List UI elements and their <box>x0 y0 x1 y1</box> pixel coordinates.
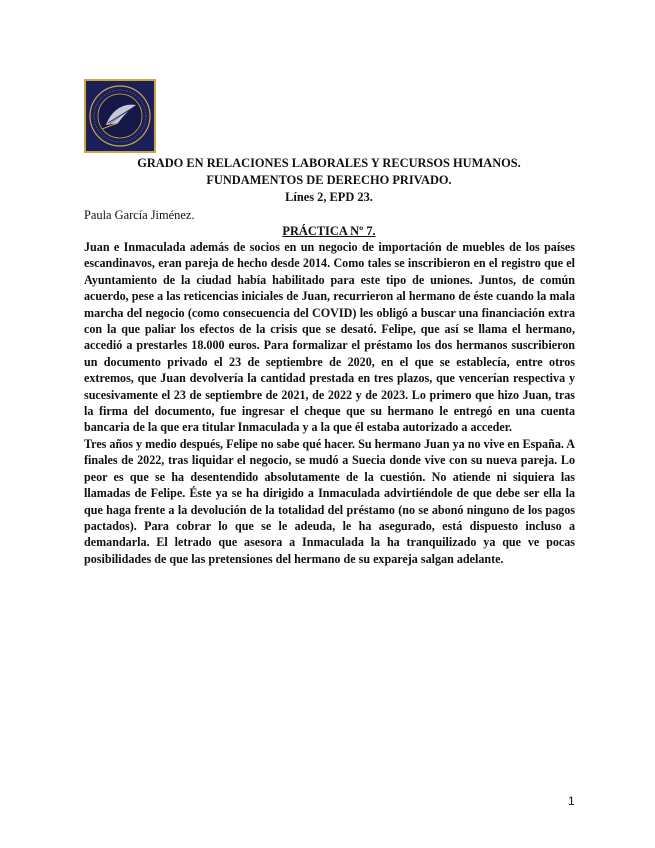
practice-title-text: PRÁCTICA Nº 7. <box>282 224 376 238</box>
university-logo <box>84 79 156 153</box>
degree-title: GRADO EN RELACIONES LABORALES Y RECURSOS HUMANOS. <box>137 156 521 170</box>
university-seal-icon <box>84 79 156 153</box>
paragraph: Juan e Inmaculada además de socios en un negocio de importación de muebles de los países escandinavos, eran pareja de hecho desde 2014. Como tales se inscribieron en el registro que el Ayuntamiento de la ciudad había habilitado para este tipo de uniones. Juntos, de común acuerdo, pese a las reticencias iniciales de Juan, recurrieron al hermano de éste cuando la mala marcha del negocio (como consecuencia del COVID) les obligó a buscar una financiación extra con la que paliar los efectos de la crisis que se desató. Felipe, que así se llama el hermano, accedió a prestarles 18.000 euros. Para formalizar el préstamo los dos hermanos suscribieron un documento privado el 23 de septiembre de 2020, en el que se establecía, entre otros extremos, que Juan devolvería la cantidad prestada en tres plazos, que vencerían respectiva y sucesivamente el 23 de septiembre de 2021, de 2022 y de 2023. Lo primero que hizo Juan, tras la firma del documento, fue ingresar el cheque que su hermano le entregó en una cuenta bancaria de la que era titular Inmaculada y a la que él estaba autorizado a acceder. <box>84 240 575 435</box>
practice-statement <box>84 239 575 567</box>
paragraph: Tres años y medio después, Felipe no sabe qué hacer. Su hermano Juan ya no vive en España. A finales de 2022, tras liquidar el negocio, se mudó a Suecia donde vive con su nueva pareja. Lo peor es que se ha desentendido absolutamente de la cuestión. No atiende ni siquiera las llamadas de Felipe. Éste ya se ha dirigido a Inmaculada advirtiéndole de que debe ser ella la que haga frente a la devolución de la totalidad del préstamo (no se abonó ninguno de los pagos pactados). Para cobrar lo que se le adeuda, le ha asegurado, está dispuesto incluso a demandarla. El letrado que asesora a Inmaculada la ha tranquilizado ya que ve pocas posibilidades de que las pretensiones del hermano de su expareja salgan adelante. <box>84 436 575 566</box>
page-number: 1 <box>568 794 575 808</box>
course-title: FUNDAMENTOS DE DERECHO PRIVADO. <box>206 173 452 187</box>
author-name: Paula García Jiménez. <box>84 208 195 222</box>
practice-title <box>84 223 574 239</box>
group-info: Línes 2, EPD 23. <box>285 190 373 204</box>
